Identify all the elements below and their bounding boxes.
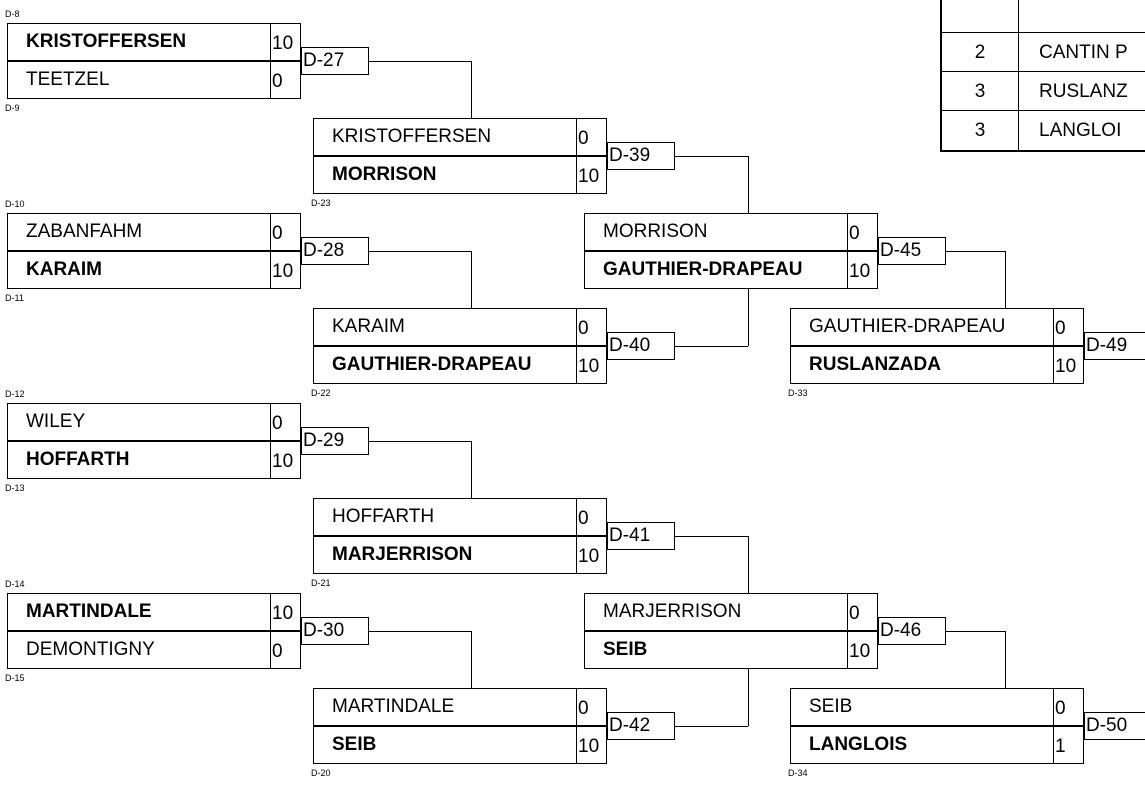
- player-score: 10: [271, 251, 301, 289]
- player-score: 0: [271, 61, 301, 99]
- match-label: D-40: [607, 332, 675, 360]
- connector-line: [748, 156, 749, 213]
- standings-table: [940, 0, 1145, 152]
- standings-rank: [942, 0, 1019, 32]
- player-row: [584, 593, 878, 631]
- player-row: [313, 308, 607, 346]
- player-score: 0: [271, 403, 301, 441]
- connector-line: [471, 251, 472, 308]
- player-score: 0: [848, 213, 878, 251]
- player-row: [313, 688, 607, 726]
- player-name: LANGLOIS: [790, 726, 1054, 764]
- player-row: [7, 441, 301, 479]
- player-row: [313, 536, 607, 574]
- player-name: TEETZEL: [7, 61, 271, 99]
- standings-rank: 2: [942, 33, 1019, 71]
- match-label: D-27: [301, 47, 369, 75]
- connector-line: [369, 631, 471, 632]
- match-label: D-42: [607, 712, 675, 740]
- connector-line: [369, 441, 471, 442]
- player-name: SEIB: [584, 631, 848, 669]
- player-row: [7, 593, 301, 631]
- player-score: 0: [271, 631, 301, 669]
- match-box: [313, 688, 607, 764]
- player-row: [7, 213, 301, 251]
- connector-line: [946, 631, 1005, 632]
- match-label: D-39: [607, 142, 675, 170]
- player-score: 0: [577, 118, 607, 156]
- player-row: [7, 23, 301, 61]
- player-name: HOFFARTH: [313, 498, 577, 536]
- player-score: 0: [848, 593, 878, 631]
- player-score: 10: [848, 251, 878, 289]
- player-row: [790, 688, 1084, 726]
- connector-line: [946, 251, 1005, 252]
- standings-row: [942, 0, 1145, 33]
- player-name: SEIB: [790, 688, 1054, 726]
- connector-line: [369, 61, 471, 62]
- player-row: [790, 346, 1084, 384]
- match-box: [584, 593, 878, 669]
- standings-row: [942, 72, 1145, 111]
- player-name: GAUTHIER-DRAPEAU: [584, 251, 848, 289]
- match-label: D-30: [301, 617, 369, 645]
- player-name: ZABANFAHM: [7, 213, 271, 251]
- connector-line: [675, 156, 748, 157]
- match-code: D-9: [5, 103, 20, 113]
- match-code: D-14: [5, 579, 25, 589]
- standings-row: [942, 111, 1145, 150]
- connector-line: [471, 441, 472, 498]
- player-name: MARTINDALE: [7, 593, 271, 631]
- match-box: [790, 308, 1084, 384]
- player-name: KARAIM: [313, 308, 577, 346]
- player-name: WILEY: [7, 403, 271, 441]
- player-name: HOFFARTH: [7, 441, 271, 479]
- player-name: GAUTHIER-DRAPEAU: [790, 308, 1054, 346]
- standings-name: LANGLOI: [1039, 120, 1122, 141]
- player-name: KRISTOFFERSEN: [7, 23, 271, 61]
- player-row: [7, 61, 301, 99]
- player-score: 1: [1054, 726, 1084, 764]
- match-box: [7, 213, 301, 289]
- player-row: [790, 308, 1084, 346]
- player-name: GAUTHIER-DRAPEAU: [313, 346, 577, 384]
- match-label: D-50: [1084, 712, 1145, 740]
- match-code: D-20: [311, 768, 331, 778]
- match-code: D-10: [5, 199, 25, 209]
- match-label: D-29: [301, 427, 369, 455]
- player-row: [313, 118, 607, 156]
- standings-row: [942, 33, 1145, 72]
- player-row: [313, 498, 607, 536]
- match-label: D-45: [878, 237, 946, 265]
- match-code: D-15: [5, 673, 25, 683]
- player-name: KARAIM: [7, 251, 271, 289]
- match-box: [7, 403, 301, 479]
- player-score: 0: [1054, 688, 1084, 726]
- player-name: RUSLANZADA: [790, 346, 1054, 384]
- player-row: [584, 631, 878, 669]
- match-box: [7, 23, 301, 99]
- match-label: D-49: [1084, 332, 1145, 360]
- player-score: 0: [271, 213, 301, 251]
- standings-name: CANTIN P: [1039, 42, 1128, 63]
- connector-line: [471, 631, 472, 688]
- connector-line: [1005, 251, 1006, 308]
- player-row: [7, 403, 301, 441]
- player-score: 10: [577, 726, 607, 764]
- player-score: 10: [271, 23, 301, 61]
- match-code: D-8: [5, 9, 20, 19]
- standings-rank: 3: [942, 72, 1019, 110]
- connector-line: [675, 726, 748, 727]
- match-code: D-22: [311, 388, 331, 398]
- player-score: 10: [271, 593, 301, 631]
- player-name: KRISTOFFERSEN: [313, 118, 577, 156]
- player-name: MARJERRISON: [584, 593, 848, 631]
- connector-line: [748, 289, 749, 346]
- player-row: [313, 156, 607, 194]
- match-box: [313, 308, 607, 384]
- player-name: SEIB: [313, 726, 577, 764]
- match-box: [790, 688, 1084, 764]
- match-code: D-12: [5, 389, 25, 399]
- player-score: 0: [577, 498, 607, 536]
- connector-line: [1005, 631, 1006, 688]
- match-label: D-28: [301, 237, 369, 265]
- player-row: [313, 346, 607, 384]
- connector-line: [369, 251, 471, 252]
- match-code: D-21: [311, 578, 331, 588]
- match-code: D-13: [5, 483, 25, 493]
- player-row: [313, 726, 607, 764]
- connector-line: [675, 536, 748, 537]
- player-score: 0: [577, 688, 607, 726]
- player-name: DEMONTIGNY: [7, 631, 271, 669]
- player-score: 10: [577, 156, 607, 194]
- connector-line: [748, 536, 749, 593]
- match-code: D-33: [788, 388, 808, 398]
- match-label: D-46: [878, 617, 946, 645]
- player-name: MORRISON: [313, 156, 577, 194]
- player-row: [584, 251, 878, 289]
- connector-line: [748, 669, 749, 726]
- player-score: 10: [271, 441, 301, 479]
- player-name: MARTINDALE: [313, 688, 577, 726]
- match-box: [7, 593, 301, 669]
- match-code: D-23: [311, 198, 331, 208]
- match-label: D-41: [607, 522, 675, 550]
- player-name: MORRISON: [584, 213, 848, 251]
- player-row: [790, 726, 1084, 764]
- match-code: D-11: [5, 293, 24, 303]
- player-name: MARJERRISON: [313, 536, 577, 574]
- match-box: [584, 213, 878, 289]
- player-row: [7, 631, 301, 669]
- match-box: [313, 118, 607, 194]
- player-score: 10: [1054, 346, 1084, 384]
- player-score: 0: [1054, 308, 1084, 346]
- player-score: 10: [848, 631, 878, 669]
- standings-name: [1019, 0, 1145, 32]
- standings-name: RUSLANZ: [1039, 81, 1128, 102]
- match-code: D-34: [788, 768, 808, 778]
- player-score: 10: [577, 536, 607, 574]
- match-box: [313, 498, 607, 574]
- connector-line: [471, 61, 472, 118]
- player-row: [7, 251, 301, 289]
- player-score: 0: [577, 308, 607, 346]
- player-row: [584, 213, 878, 251]
- standings-rank: 3: [942, 111, 1019, 150]
- player-score: 10: [577, 346, 607, 384]
- connector-line: [675, 346, 748, 347]
